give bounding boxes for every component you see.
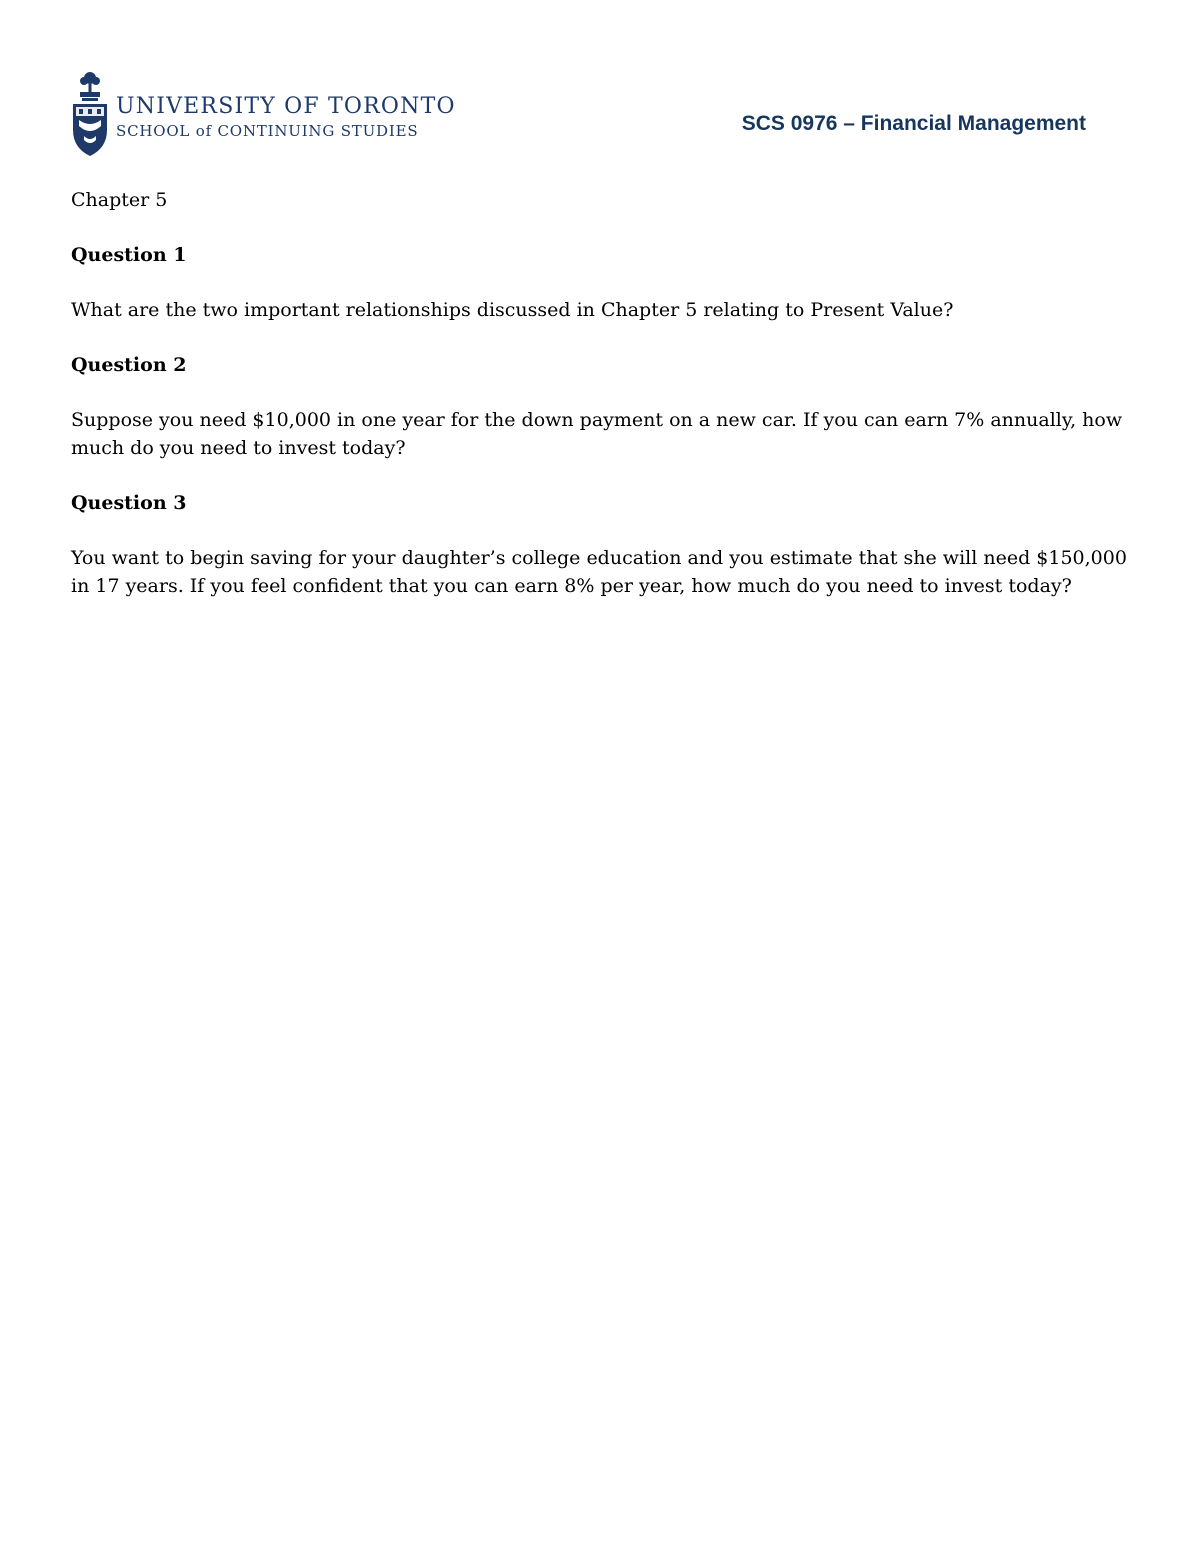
- question-1-text: What are the two important relationships discussed in Chapter 5 relating to Present Value?: [71, 299, 954, 321]
- question-2-text: Suppose you need $10,000 in one year for the down payment on a new car. If you can earn 7% annually, how much do you need to invest today?: [71, 409, 1123, 459]
- university-name: UNIVERSITY OF TORONTO: [116, 94, 456, 119]
- page-header: [70, 70, 1130, 162]
- chapter-title: Chapter 5: [71, 189, 168, 211]
- school-name: SCHOOL of CONTINUING STUDIES: [116, 122, 419, 140]
- course-title: SCS 0976 – Financial Management: [741, 112, 1086, 135]
- question-2-heading: Question 2: [71, 354, 187, 376]
- crest-icon: [70, 70, 110, 160]
- question-3-text: You want to begin saving for your daughter’s college education and you estimate that she will need $150,000 in 17 years. If you feel confident that you can earn 8% per year, how much do you need to invest today?: [71, 547, 1127, 597]
- question-3-heading: Question 3: [71, 492, 187, 514]
- university-logo: [70, 70, 470, 162]
- document-body: [71, 186, 1131, 627]
- question-1-heading: Question 1: [71, 244, 187, 266]
